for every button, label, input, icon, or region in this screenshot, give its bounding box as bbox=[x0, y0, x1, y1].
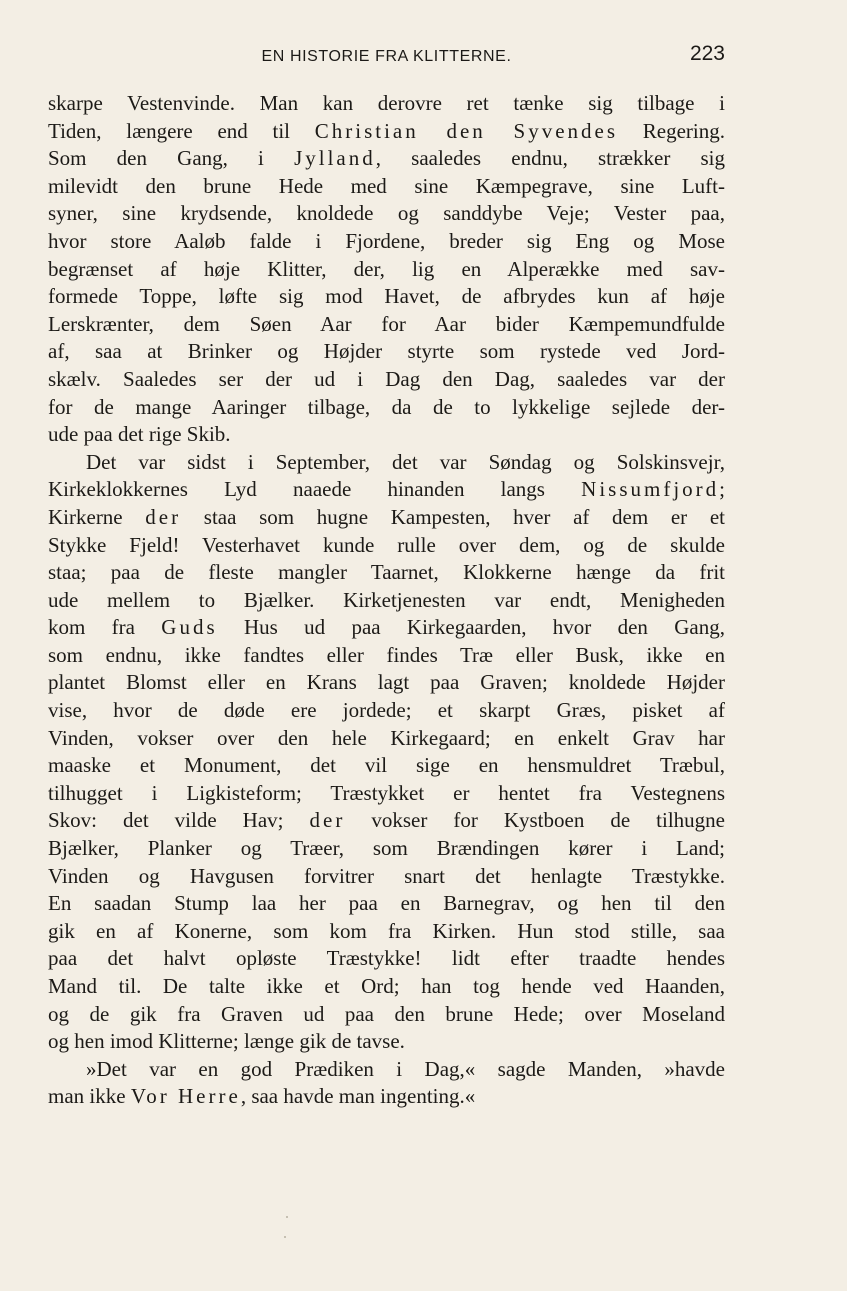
text-run: staa som hugne Kampesten, hver af dem er et bbox=[181, 504, 725, 529]
text-line: for de mange Aaringer tilbage, da de to lykkelige sejlede der- bbox=[48, 394, 725, 419]
text-run: Tiden, længere end til bbox=[48, 118, 315, 143]
spaced-emphasis: Christian den Syvendes bbox=[314, 118, 619, 143]
spaced-emphasis: Jylland bbox=[294, 146, 376, 171]
text-line: begrænset af høje Klitter, der, lig en Alperække med sav- bbox=[48, 256, 725, 281]
text-line: »Det var en god Prædiken i Dag,« sagde Manden, »havde bbox=[86, 1056, 725, 1081]
text-line: Stykke Fjeld! Vesterhavet kunde rulle over dem, og de skulde bbox=[48, 532, 725, 557]
text-line: maaske et Monument, det vil sige en hensmuldret Træbul, bbox=[48, 753, 725, 778]
spaced-emphasis: der bbox=[145, 504, 182, 529]
spaced-emphasis: Vor Herre bbox=[130, 1084, 241, 1109]
text-line: som endnu, ikke fandtes eller findes Træ eller Busk, ikke en bbox=[48, 642, 725, 667]
text-line: paa det halvt opløste Træstykke! lidt efter traadte hendes bbox=[48, 946, 725, 971]
spaced-emphasis: Guds bbox=[161, 615, 218, 640]
text-line: syner, sine krydsende, knoldede og sanddybe Veje; Vester paa, bbox=[48, 201, 725, 226]
text-run: kom fra bbox=[48, 615, 162, 640]
text-line: Vinden og Havgusen forvitrer snart det henlagte Træstykke. bbox=[48, 863, 725, 888]
text-line: vise, hvor de døde ere jordede; et skarpt Græs, pisket af bbox=[48, 698, 725, 723]
text-line: milevidt den brune Hede med sine Kæmpegrave, sine Luft- bbox=[48, 173, 725, 198]
text-run: Regering. bbox=[618, 118, 726, 143]
text-run: Kirkeklokkernes Lyd naaede hinanden langs bbox=[48, 477, 582, 502]
paper-speck bbox=[286, 1216, 288, 1218]
text-run: ; bbox=[719, 477, 725, 502]
text-line: tilhugget i Ligkisteform; Træstykket er hentet fra Vestegnens bbox=[48, 780, 725, 805]
text-line: Det var sidst i September, det var Søndag og Solskinsvejr, bbox=[86, 449, 725, 474]
running-head bbox=[48, 42, 725, 72]
page-number: 223 bbox=[689, 42, 725, 65]
text-run: vokser for Kystboen de tilhugne bbox=[345, 808, 725, 833]
text-line bbox=[48, 614, 725, 642]
text-line: formede Toppe, løfte sig mod Havet, de afbrydes kun af høje bbox=[48, 284, 725, 309]
text-line bbox=[48, 476, 725, 504]
text-line: Mand til. De talte ikke et Ord; han tog hende ved Haanden, bbox=[48, 974, 725, 998]
text-line: ude mellem to Bjælker. Kirketjenesten var endt, Menigheden bbox=[48, 587, 725, 612]
text-line: hvor store Aaløb falde i Fjordene, breder sig Eng og Mose bbox=[48, 228, 725, 253]
text-line bbox=[48, 504, 725, 532]
text-line: Lerskrænter, dem Søen Aar for Aar bider Kæmpemundfulde bbox=[48, 311, 725, 336]
text-line: og hen imod Klitterne; længe gik de tavse. bbox=[48, 1029, 405, 1054]
text-run: , saa havde man ingenting.« bbox=[240, 1084, 476, 1109]
paper-specks bbox=[260, 1210, 300, 1250]
running-title: EN HISTORIE FRA KLITTERNE. bbox=[261, 48, 512, 65]
text-run: Som den Gang, i bbox=[48, 146, 295, 171]
text-line: Bjælker, Planker og Træer, som Brændingen kører i Land; bbox=[48, 836, 725, 861]
text-line: gik en af Konerne, som kom fra Kirken. Hun stod stille, saa bbox=[48, 918, 725, 943]
text-line: staa; paa de fleste mangler Taarnet, Klokkerne hænge da frit bbox=[48, 560, 725, 585]
text-run: man ikke bbox=[48, 1084, 131, 1109]
body-text bbox=[48, 90, 725, 1111]
text-run: , saaledes endnu, strækker sig bbox=[375, 146, 725, 171]
text-line: ude paa det rige Skib. bbox=[48, 422, 231, 447]
text-line bbox=[48, 145, 725, 173]
text-run: Skov: det vilde Hav; bbox=[48, 808, 310, 833]
text-line: og de gik fra Graven ud paa den brune Hede; over Moseland bbox=[48, 1001, 725, 1026]
text-line: plantet Blomst eller en Krans lagt paa Graven; knoldede Højder bbox=[48, 670, 725, 695]
text-line bbox=[48, 1083, 725, 1111]
paper-speck bbox=[284, 1236, 286, 1238]
text-line: Vinden, vokser over den hele Kirkegaard; en enkelt Grav har bbox=[48, 725, 725, 750]
text-line: En saadan Stump laa her paa en Barnegrav, og hen til den bbox=[48, 891, 725, 916]
text-run: Hus ud paa Kirkegaarden, hvor den Gang, bbox=[217, 615, 725, 640]
text-line bbox=[48, 118, 725, 146]
text-line: skælv. Saaledes ser der ud i Dag den Dag, saaledes var der bbox=[48, 366, 725, 391]
text-line: skarpe Vestenvinde. Man kan derovre ret tænke sig tilbage i bbox=[48, 91, 725, 115]
text-line: af, saa at Brinker og Højder styrte som rystede ved Jord- bbox=[48, 339, 725, 364]
spaced-emphasis: der bbox=[309, 808, 346, 833]
text-run: Kirkerne bbox=[48, 504, 146, 529]
spaced-emphasis: Nissumfjord bbox=[581, 477, 720, 502]
text-line bbox=[48, 807, 725, 835]
